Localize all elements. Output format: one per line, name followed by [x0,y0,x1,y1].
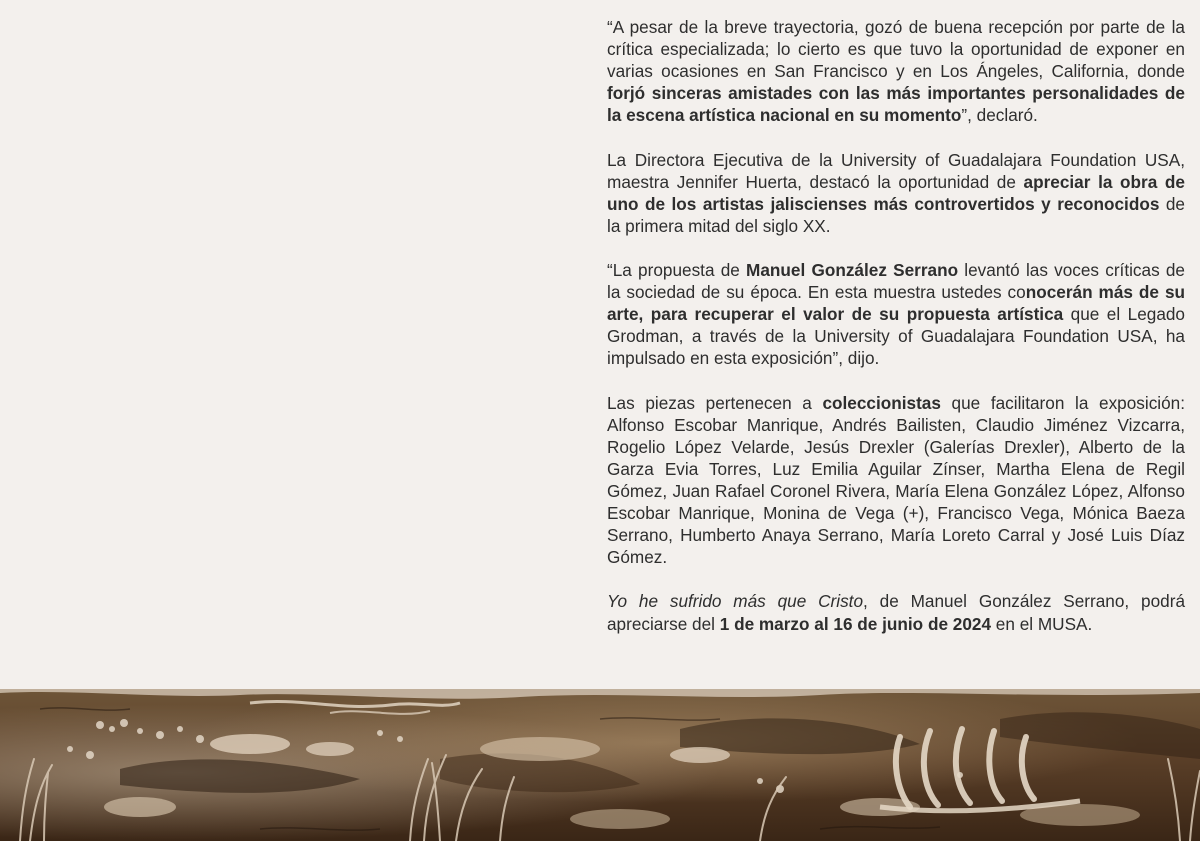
paragraph-4-segment-1: Las piezas pertenecen a [607,392,823,413]
paragraph-5-segment-1: Yo he sufrido más que Cristo [607,591,864,612]
paragraph-1-segment-1: “A pesar de la breve trayectoria, gozó de buena recepción por parte de la crítica especializada; lo cierto es que tuvo la oportunidad de exponer en varias ocasiones en San Francisco y en Los Ángeles, California, donde [607,17,1185,82]
paragraph-4 [607,392,1185,569]
paragraph-3 [607,259,1185,369]
paragraph-3-segment-5: que el Legado Grodman, a través de la University of Guadalajara Foundation USA, ha impulsado en esta exposición”, dijo. [607,304,1185,369]
paragraph-3-segment-2: Manuel González Serrano [746,260,959,281]
paragraph-3-segment-4: nocerán más de su arte, para recuperar el valor de su propuesta artística [607,282,1185,325]
paragraph-4-segment-2: coleccionistas [822,392,941,413]
paragraph-5-segment-2: , de Manuel González Serrano, podrá apreciarse del [607,591,1185,634]
paragraph-1-segment-3: ”, declaró. [961,105,1038,126]
landscape-painting-image [0,689,1200,841]
paragraph-5-segment-4: en el MUSA. [991,613,1093,634]
paragraph-5 [607,590,1185,634]
paragraph-2-segment-1: La Directora Ejecutiva de la University of Guadalajara Foundation USA, maestra Jennifer Huerta, destacó la oportunidad de [607,149,1185,192]
paragraph-4-segment-3: que facilitaron la exposición: Alfonso Escobar Manrique, Andrés Bailisten, Claudio Jiménez Vizcarra, Rogelio López Velarde, Jesús Drexler (Galerías Drexler), Alberto de la Garza Evia Torres, Luz Emilia Aguilar Zínser, Martha Elena de Regil Gómez, Juan Rafael Coronel Rivera, María Elena González López, Alfonso Escobar Manrique, Monina de Vega (+), Francisco Vega, Mónica Baeza Serrano, Humberto Anaya Serrano, María Loreto Carral y José Luis Díaz Gómez. [607,392,1186,568]
paragraph-1 [607,16,1185,126]
paragraph-3-segment-3: levantó las voces críticas de la sociedad de su época. En esta muestra ustedes co [607,260,1185,303]
desert-landscape-painting-icon [0,689,1200,841]
article-text-column [607,16,1185,635]
paragraph-5-segment-3: 1 de marzo al 16 de junio de 2024 [719,613,992,634]
paragraph-3-segment-1: “La propuesta de [607,260,747,281]
paragraph-1-segment-2: forjó sinceras amistades con las más importantes personalidades de la escena artística nacional en su momento [607,83,1185,126]
paragraph-2 [607,149,1185,237]
paragraph-2-segment-3: de la primera mitad del siglo XX. [607,193,1185,236]
paragraph-2-segment-2: apreciar la obra de uno de los artistas jaliscienses más controvertidos y reconocidos [607,171,1185,214]
